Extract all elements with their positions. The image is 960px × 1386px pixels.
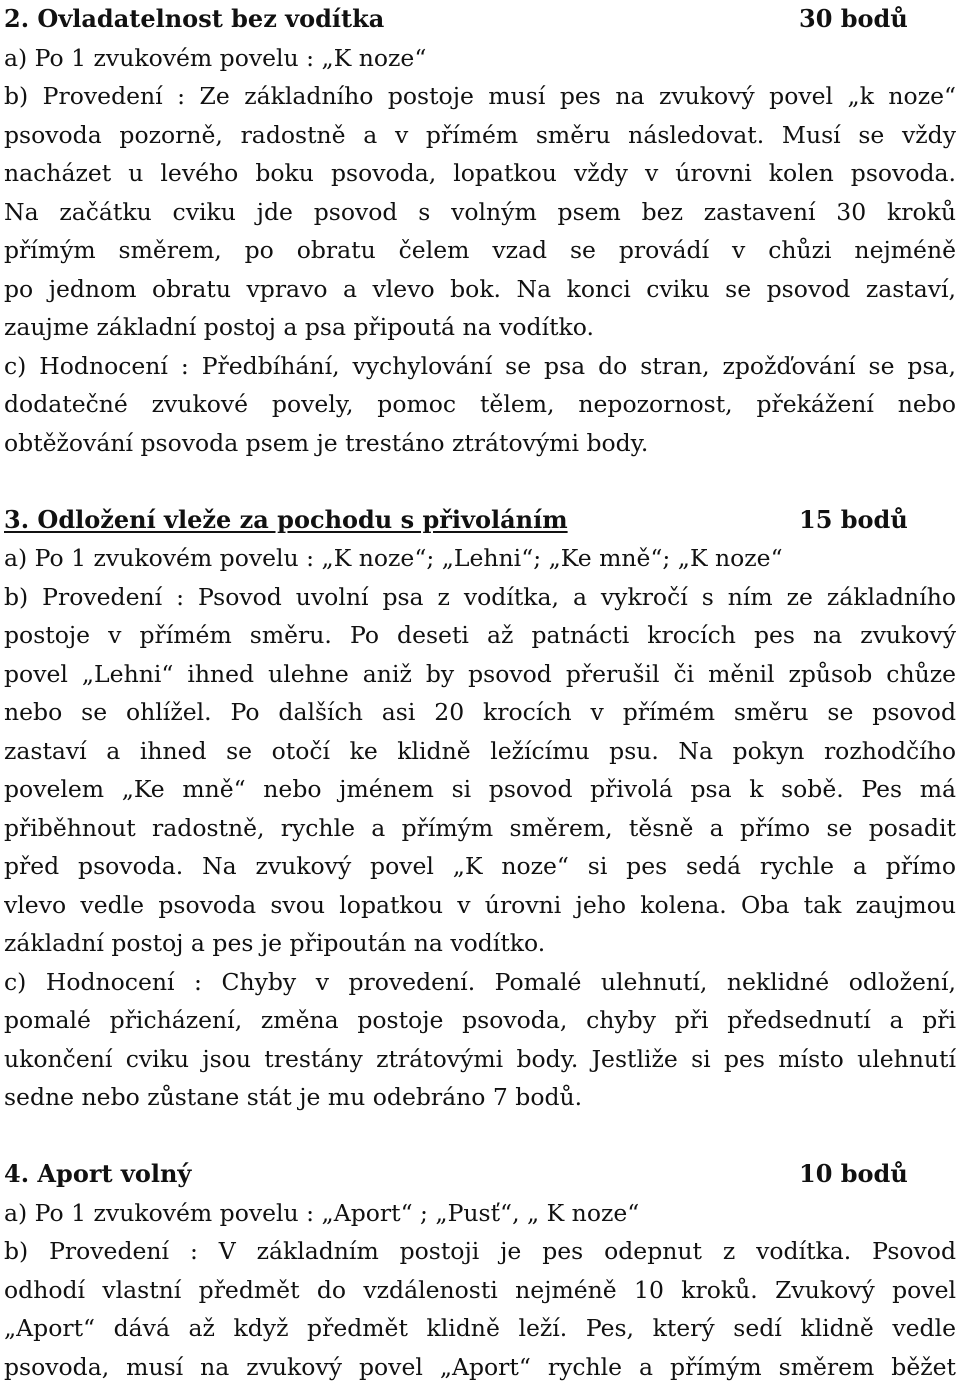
text-line: „Aport“ dává až když předmět klidně leží. Pes, který sedí klidně vedle bbox=[4, 1309, 956, 1348]
text-line: a) Po 1 zvukovém povelu : „Aport“ ; „Pusť“, „ K noze“ bbox=[4, 1194, 956, 1233]
text-line: a) Po 1 zvukovém povelu : „K noze“ bbox=[4, 39, 956, 78]
text-line: odhodí vlastní předmět do vzdálenosti nejméně 10 kroků. Zvukový povel bbox=[4, 1271, 956, 1310]
section-title: 2. Ovladatelnost bez vodítka bbox=[4, 0, 799, 39]
text-line: obtěžování psovoda psem je trestáno ztrátovými body. bbox=[4, 424, 956, 463]
text-line: před psovoda. Na zvukový povel „K noze“ si pes sedá rychle a přímo bbox=[4, 847, 956, 886]
text-line: sedne nebo zůstane stát je mu odebráno 7 bodů. bbox=[4, 1078, 956, 1117]
section-title: 4. Aport volný bbox=[4, 1155, 799, 1194]
document-page bbox=[4, 0, 956, 1386]
text-line: zaujme základní postoj a psa připoutá na vodítko. bbox=[4, 308, 956, 347]
text-line: vlevo vedle psovoda svou lopatkou v úrovni jeho kolena. Oba tak zaujmou bbox=[4, 886, 956, 925]
text-line: pomalé přicházení, změna postoje psovoda, chyby při předsednutí a při bbox=[4, 1001, 956, 1040]
text-line: po jednom obratu vpravo a vlevo bok. Na konci cviku se psovod zastaví, bbox=[4, 270, 956, 309]
section-heading bbox=[4, 501, 956, 540]
text-line: psovoda pozorně, radostně a v přímém směru následovat. Musí se vždy bbox=[4, 116, 956, 155]
text-line: psovoda, musí na zvukový povel „Aport“ rychle a přímým směrem běžet bbox=[4, 1348, 956, 1386]
text-line: povelem „Ke mně“ nebo jménem si psovod přivolá psa k sobě. Pes má bbox=[4, 770, 956, 809]
text-line: c) Hodnocení : Chyby v provedení. Pomalé ulehnutí, neklidné odložení, bbox=[4, 963, 956, 1002]
section-heading bbox=[4, 0, 956, 39]
text-line: nacházet u levého boku psovoda, lopatkou vždy v úrovni kolen psovoda. bbox=[4, 154, 956, 193]
section-points: 15 bodů bbox=[799, 501, 908, 540]
text-line: nebo se ohlížel. Po dalších asi 20 krocích v přímém směru se psovod bbox=[4, 693, 956, 732]
text-line: povel „Lehni“ ihned ulehne aniž by psovod přerušil či měnil způsob chůze bbox=[4, 655, 956, 694]
section-heading bbox=[4, 1155, 956, 1194]
text-line: b) Provedení : Ze základního postoje musí pes na zvukový povel „k noze“ bbox=[4, 77, 956, 116]
text-line: základní postoj a pes je připoután na vodítko. bbox=[4, 924, 956, 963]
text-line: c) Hodnocení : Předbíhání, vychylování se psa do stran, zpožďování se psa, bbox=[4, 347, 956, 386]
text-line: postoje v přímém směru. Po deseti až patnácti krocích pes na zvukový bbox=[4, 616, 956, 655]
section-4 bbox=[4, 1155, 956, 1386]
text-line: přiběhnout radostně, rychle a přímým směrem, těsně a přímo se posadit bbox=[4, 809, 956, 848]
section-points: 10 bodů bbox=[799, 1155, 908, 1194]
text-line: ukončení cviku jsou trestány ztrátovými body. Jestliže si pes místo ulehnutí bbox=[4, 1040, 956, 1079]
text-line: b) Provedení : V základním postoji je pes odepnut z vodítka. Psovod bbox=[4, 1232, 956, 1271]
text-line: zastaví a ihned se otočí ke klidně ležícímu psu. Na pokyn rozhodčího bbox=[4, 732, 956, 771]
section-2 bbox=[4, 0, 956, 462]
section-points: 30 bodů bbox=[799, 0, 908, 39]
section-spacer bbox=[4, 1117, 956, 1156]
text-line: dodatečné zvukové povely, pomoc tělem, nepozornost, překážení nebo bbox=[4, 385, 956, 424]
text-line: b) Provedení : Psovod uvolní psa z vodítka, a vykročí s ním ze základního bbox=[4, 578, 956, 617]
section-spacer bbox=[4, 462, 956, 501]
section-title-text: 3. Odložení vleže za pochodu s přivoláním bbox=[4, 505, 568, 534]
text-line: přímým směrem, po obratu čelem vzad se provádí v chůzi nejméně bbox=[4, 231, 956, 270]
text-line: Na začátku cviku jde psovod s volným psem bez zastavení 30 kroků bbox=[4, 193, 956, 232]
section-3 bbox=[4, 501, 956, 1117]
text-line: a) Po 1 zvukovém povelu : „K noze“; „Lehni“; „Ke mně“; „K noze“ bbox=[4, 539, 956, 578]
section-title bbox=[4, 501, 799, 540]
